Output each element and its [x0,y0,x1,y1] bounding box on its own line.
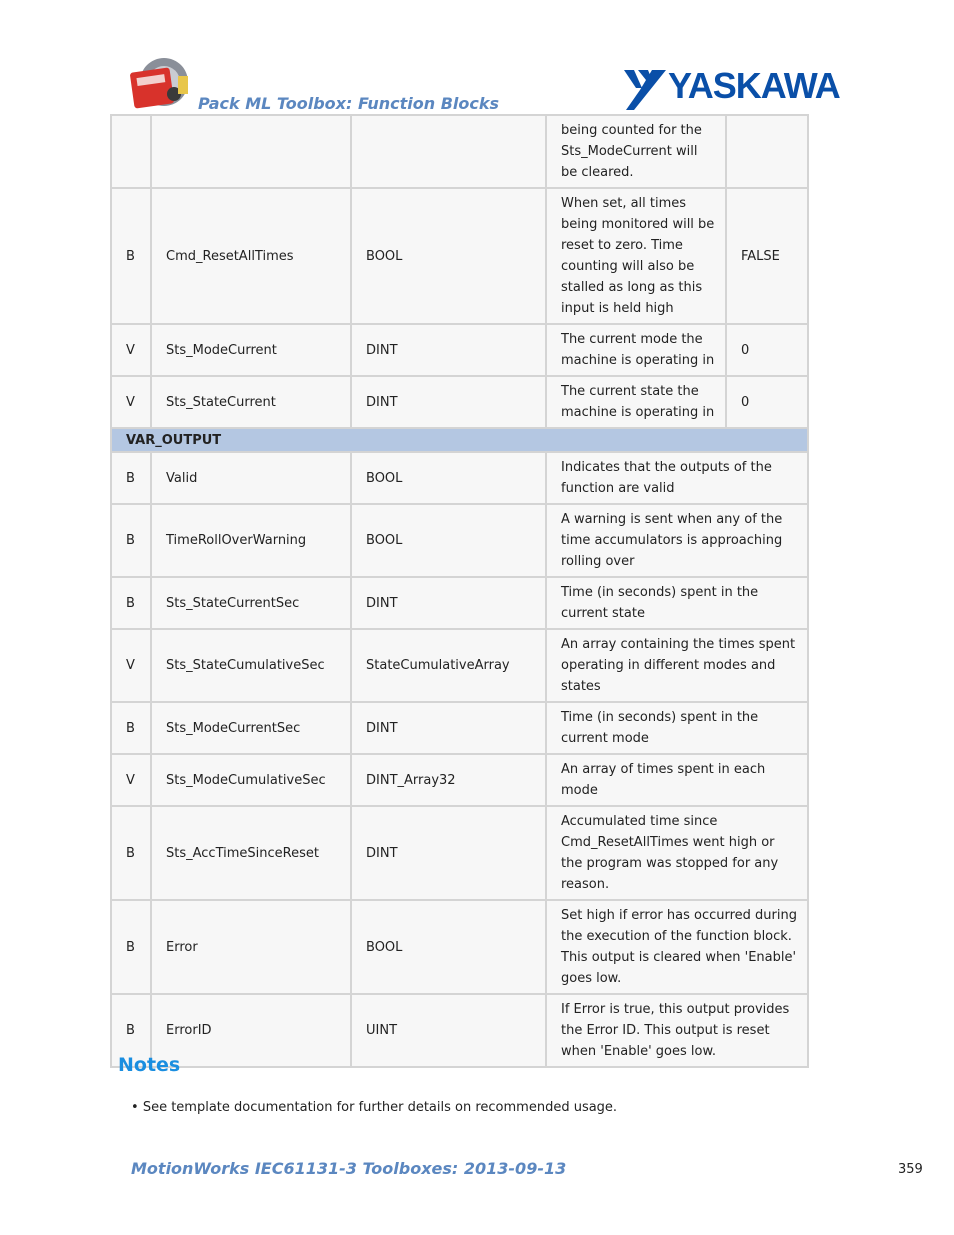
notes-item-text: See template documentation for further details on recommended usage. [142,1100,618,1115]
cell-initial: 0 [726,324,808,376]
cell-type: DINT [351,806,546,900]
cell-initial [726,115,808,188]
cell-kind: B [111,994,151,1067]
section-label: VAR_OUTPUT [111,428,808,452]
cell-description: A warning is sent when any of the time accumulators is approaching rolling over [546,504,808,577]
table-row [111,376,808,428]
cell-type: BOOL [351,504,546,577]
table-row [111,754,808,806]
table-row [111,702,808,754]
footer-title: MotionWorks IEC61131-3 Toolboxes: 2013-09-13 [131,1159,567,1178]
cell-description: An array of times spent in each mode [546,754,808,806]
cell-kind: B [111,702,151,754]
table-row [111,629,808,702]
cell-kind: B [111,504,151,577]
cell-initial: FALSE [726,188,808,324]
cell-type: UINT [351,994,546,1067]
cell-name: Cmd_ResetAllTimes [151,188,351,324]
table-row [111,900,808,994]
cell-kind: V [111,629,151,702]
cell-name: Sts_ModeCurrentSec [151,702,351,754]
section-row [111,428,808,452]
parameter-table [110,114,809,1068]
bullet: • [131,1100,139,1115]
cell-description: If Error is true, this output provides the Error ID. This output is reset when 'Enable' goes low. [546,994,808,1067]
cell-kind: B [111,577,151,629]
cell-name: Sts_StateCurrentSec [151,577,351,629]
yaskawa-logo [622,66,844,112]
page-number: 359 [898,1162,923,1177]
cell-name: ErrorID [151,994,351,1067]
cell-kind: B [111,806,151,900]
cell-description: Time (in seconds) spent in the current mode [546,702,808,754]
table-row [111,577,808,629]
cell-name: Sts_StateCumulativeSec [151,629,351,702]
cell-kind [111,115,151,188]
cell-name: Valid [151,452,351,504]
cell-type: BOOL [351,188,546,324]
cell-description: Time (in seconds) spent in the current state [546,577,808,629]
table-row [111,452,808,504]
cell-name: TimeRollOverWarning [151,504,351,577]
cell-kind: V [111,324,151,376]
cell-kind: B [111,452,151,504]
notes-item [131,1100,617,1115]
cell-description: The current state the machine is operating in [546,376,726,428]
toolbox-logo-icon [128,56,200,112]
table-row [111,324,808,376]
cell-type: BOOL [351,900,546,994]
cell-description: Accumulated time since Cmd_ResetAllTimes went high or the program was stopped for any reason. [546,806,808,900]
header-title: Pack ML Toolbox: Function Blocks [198,94,500,113]
cell-type [351,115,546,188]
cell-description: The current mode the machine is operating in [546,324,726,376]
yaskawa-mark-icon [622,66,668,112]
table-row [111,188,808,324]
cell-type: DINT [351,577,546,629]
cell-description: An array containing the times spent operating in different modes and states [546,629,808,702]
table-row [111,806,808,900]
brand-name: YASKAWA [668,65,840,106]
table-row [111,994,808,1067]
cell-type: DINT [351,702,546,754]
cell-type: DINT [351,376,546,428]
cell-kind: V [111,376,151,428]
cell-description: When set, all times being monitored will be reset to zero. Time counting will also be stalled as long as this input is held high [546,188,726,324]
notes-heading: Notes [118,1054,181,1076]
cell-name: Sts_ModeCurrent [151,324,351,376]
cell-type: DINT_Array32 [351,754,546,806]
cell-name [151,115,351,188]
cell-type: DINT [351,324,546,376]
cell-name: Error [151,900,351,994]
table-row [111,504,808,577]
cell-type: StateCumulativeArray [351,629,546,702]
cell-description: being counted for the Sts_ModeCurrent will be cleared. [546,115,726,188]
cell-name: Sts_StateCurrent [151,376,351,428]
cell-description: Set high if error has occurred during the execution of the function block. This output is cleared when 'Enable' goes low. [546,900,808,994]
cell-description: Indicates that the outputs of the function are valid [546,452,808,504]
cell-kind: V [111,754,151,806]
cell-type: BOOL [351,452,546,504]
table-row [111,115,808,188]
cell-kind: B [111,900,151,994]
cell-kind: B [111,188,151,324]
cell-name: Sts_ModeCumulativeSec [151,754,351,806]
cell-initial: 0 [726,376,808,428]
cell-name: Sts_AccTimeSinceReset [151,806,351,900]
